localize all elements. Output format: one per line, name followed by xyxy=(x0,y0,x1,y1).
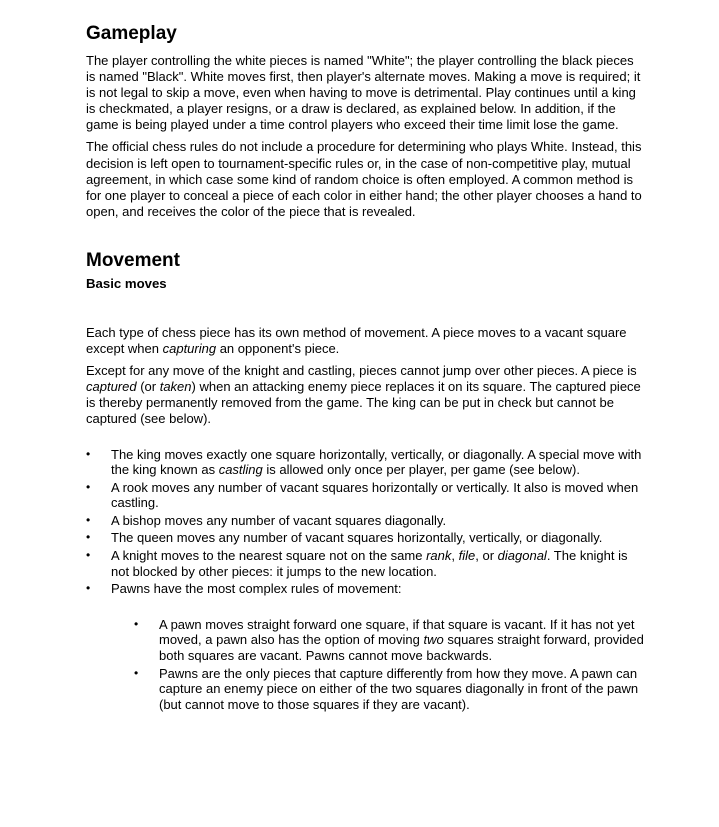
list-item-king: • The king moves exactly one square horizontally, vertically, or diagonally. A special move with the king known as castling is allowed only once per player, per game (see below). xyxy=(86,446,642,478)
list-item-pawn-capture: • Pawns are the only pieces that capture differently from how they move. A pawn can capture an enemy piece on either of the two squares diagonally in front of the pawn (but cannot move to those squares if they are vacant). xyxy=(134,665,639,712)
basic-moves-subheading: Basic moves xyxy=(86,275,167,291)
piece-moves-list xyxy=(86,447,646,597)
list-item-pawn-forward: • A pawn moves straight forward one square, if that square is vacant. If it has not yet moved, a pawn also has the option of moving two squares straight forward, provided both squares are vacant. Pawns cannot move backwards. xyxy=(134,616,644,664)
bullet-glyph: • xyxy=(86,548,91,563)
list-item-bishop: • A bishop moves any number of vacant squares diagonally. xyxy=(86,512,447,528)
bullet-glyph: • xyxy=(134,616,139,631)
movement-heading: Movement xyxy=(86,249,180,271)
emphasis-taken: taken xyxy=(159,379,192,395)
list-item-queen: • The queen moves any number of vacant squares horizontally, vertically, or diagonally. xyxy=(86,530,603,546)
gameplay-heading: Gameplay xyxy=(86,23,177,44)
movement-paragraph-1: Each type of chess piece has its own method of movement. A piece moves to a vacant square except when capturing an opponent's piece. xyxy=(86,324,627,357)
list-item-knight: • A knight moves to the nearest square not on the same rank, file, or diagonal. The knight is not blocked by other pieces: it jumps to the new location. xyxy=(86,548,628,579)
bullet-glyph: • xyxy=(86,446,91,461)
gameplay-paragraph-1: The player controlling the white pieces is named "White"; the player controlling the black pieces is named "Black". White moves first, then player's alternate moves. Making a move is required; it is not legal to skip a move, even when having to move is detrimental. Play continues until a king is checkmated, a player resigns, or a draw is declared, as explained below. In addition, if the game is being played under a time control players who exceed their time limit lose the game. xyxy=(86,53,641,133)
emphasis-two: two xyxy=(423,632,444,648)
movement-paragraph-2: Except for any move of the knight and castling, pieces cannot jump over other pieces. A piece is captured (or taken) when an attacking enemy piece replaces it on its square. The captured piece is thereby permanently removed from the game. The king can be put in check but cannot be captured (see below). xyxy=(86,363,641,427)
document-body xyxy=(86,22,646,712)
list-item-rook: • A rook moves any number of vacant squares horizontally or vertically. It also is moved when castling. xyxy=(86,479,639,511)
list-item-pawns: • Pawns have the most complex rules of movement: xyxy=(86,581,402,597)
emphasis-rank: rank xyxy=(426,548,452,564)
emphasis-file: file xyxy=(458,548,476,564)
emphasis-diagonal: diagonal xyxy=(497,548,547,564)
emphasis-captured: captured xyxy=(86,379,137,395)
emphasis-capturing: capturing xyxy=(162,341,217,357)
bullet-glyph: • xyxy=(134,665,139,680)
bullet-glyph: • xyxy=(86,530,91,545)
emphasis-castling: castling xyxy=(218,462,263,478)
bullet-glyph: • xyxy=(86,512,91,527)
pawn-rules-list xyxy=(86,617,646,713)
gameplay-paragraph-2: The official chess rules do not include a procedure for determining who plays White. Instead, this decision is left open to tournament-specific rules or, in the case of non-competitive play, mutual agreement, in which case some kind of random choice is often employed. A common method is for one player to conceal a piece of each color in either hand; the other player chooses a hand to open, and receives the color of the piece that is revealed. xyxy=(86,139,642,219)
bullet-glyph: • xyxy=(86,581,91,596)
bullet-glyph: • xyxy=(86,479,91,494)
